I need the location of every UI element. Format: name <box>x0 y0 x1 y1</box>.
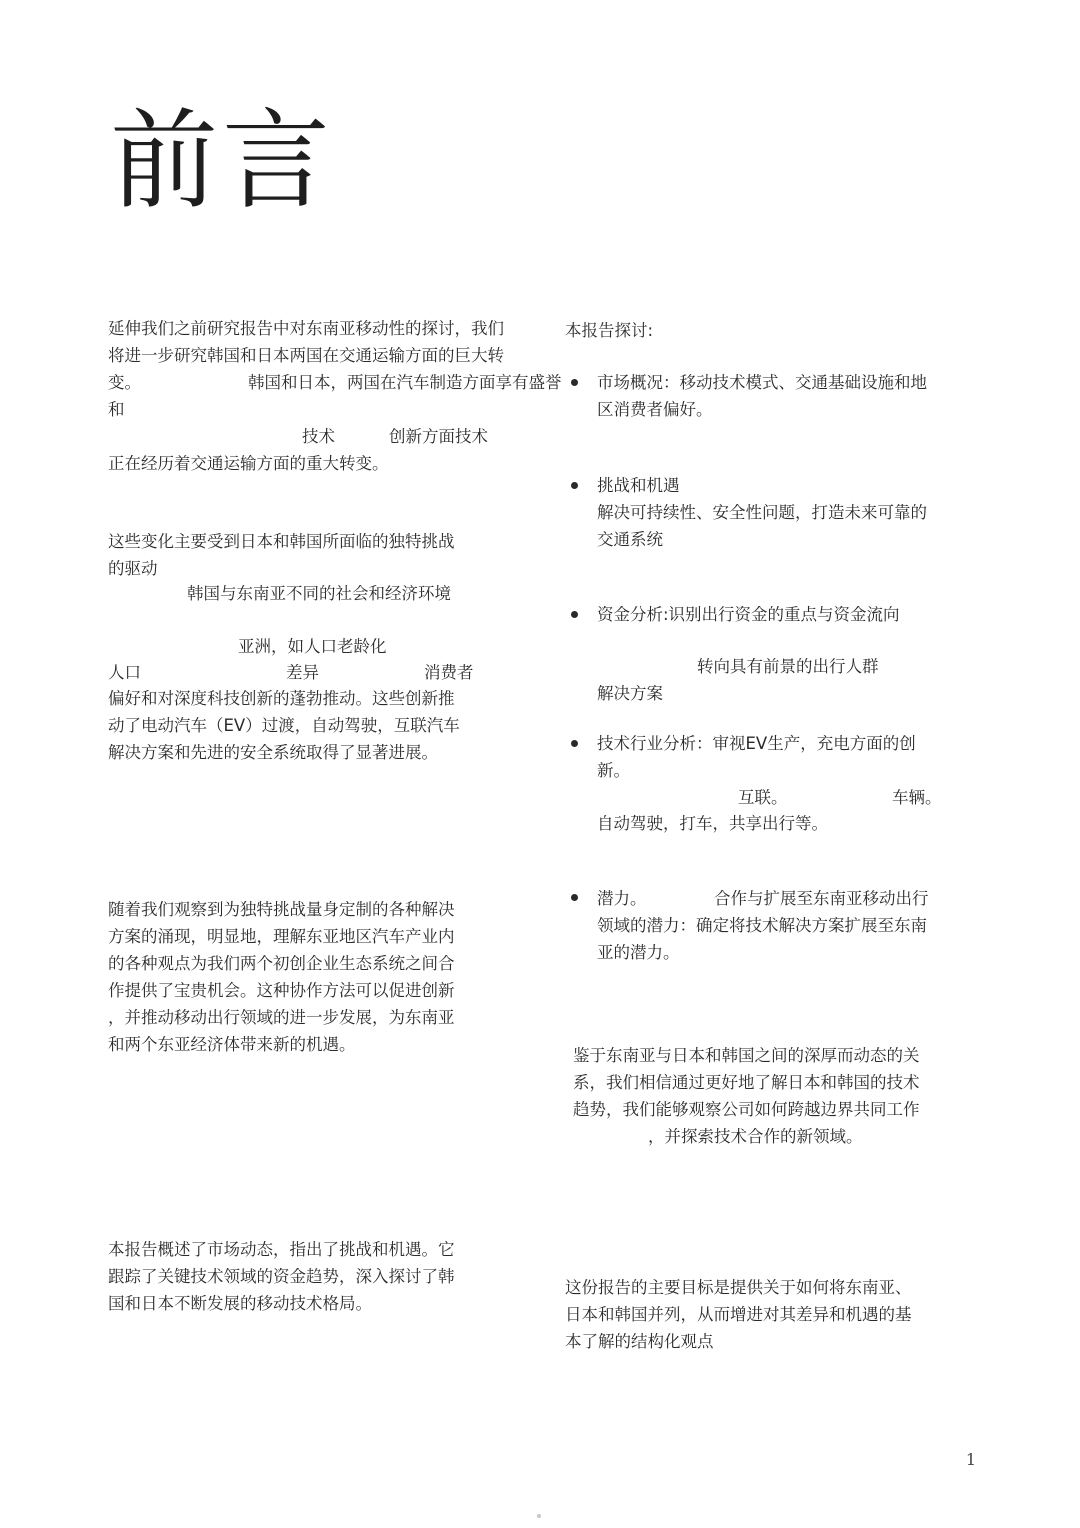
text-line: 互联。 <box>738 788 788 807</box>
page-title: 前言 <box>110 99 335 224</box>
text-line: 技术 <box>302 427 335 446</box>
text-line: 本报告概述了市场动态，指出了挑战和机遇。它 <box>108 1240 455 1259</box>
text-line: 资金分析:识别出行资金的重点与资金流向 <box>597 605 900 624</box>
text-line: 技术行业分析：审视EV生产，充电方面的创 <box>597 734 916 753</box>
text-line: 亚的潜力。 <box>597 943 680 962</box>
text-line: 系，我们相信通过更好地了解日本和韩国的技术 <box>573 1073 920 1092</box>
text-line: 的各种观点为我们两个初创企业生态系统之间合 <box>108 954 455 973</box>
text-line: 跟踪了关键技术领域的资金趋势，深入探讨了韩 <box>108 1267 455 1286</box>
text-line: 本了解的结构化观点 <box>565 1332 714 1351</box>
text-line: 韩国与东南亚不同的社会和经济环境 <box>187 584 451 603</box>
text-line: 亚洲，如人口老龄化 <box>238 637 387 656</box>
text-line: 人口 <box>108 663 141 682</box>
text-line: 潜力。 <box>597 889 647 908</box>
text-line: 日本和韩国并列，从而增进对其差异和机遇的基 <box>565 1305 912 1324</box>
text-line: 偏好和对深度科技创新的蓬勃推动。这些创新推 <box>108 689 455 708</box>
report-topics-intro: 本报告探讨: <box>565 321 654 340</box>
text-line: 解决方案和先进的安全系统取得了显著进展。 <box>108 743 438 762</box>
bullet-dot <box>571 740 578 747</box>
text-line: 解决可持续性、安全性问题，打造未来可靠的 <box>597 503 927 522</box>
text-line: 新。 <box>597 761 630 780</box>
text-line: 区消费者偏好。 <box>597 400 713 419</box>
text-line: 领域的潜力：确定将技术解决方案扩展至东南 <box>597 916 927 935</box>
text-line: 延伸我们之前研究报告中对东南亚移动性的探讨，我们 <box>108 319 504 338</box>
text-line: 和 <box>108 400 125 419</box>
text-line: 合作与扩展至东南亚移动出行 <box>714 889 929 908</box>
text-line: 自动驾驶，打车，共享出行等。 <box>597 814 828 833</box>
text-line: 将进一步研究韩国和日本两国在交通运输方面的巨大转 <box>108 346 504 365</box>
text-line: 趋势，我们能够观察公司如何跨越边界共同工作 <box>573 1100 920 1119</box>
text-line: 差异 <box>286 663 319 682</box>
text-line: 作提供了宝贵机会。这种协作方法可以促进创新 <box>108 981 455 1000</box>
footer-dot <box>537 1514 541 1518</box>
text-line: 这些变化主要受到日本和韩国所面临的独特挑战 <box>108 532 455 551</box>
text-line: 消费者 <box>424 663 474 682</box>
text-line: 正在经历着交通运输方面的重大转变。 <box>108 454 389 473</box>
bullet-dot <box>571 611 578 618</box>
page-number: 1 <box>965 1450 976 1469</box>
text-line: 交通系统 <box>597 530 663 549</box>
text-line: 随着我们观察到为独特挑战量身定制的各种解决 <box>108 900 455 919</box>
text-line: ，并推动移动出行领域的进一步发展，为东南亚 <box>108 1008 455 1027</box>
text-line: 国和日本不断发展的移动技术格局。 <box>108 1294 372 1313</box>
text-line: 和两个东亚经济体带来新的机遇。 <box>108 1035 356 1054</box>
text-line: ，并探索技术合作的新领域。 <box>648 1127 863 1146</box>
text-line: 转向具有前景的出行人群 <box>697 657 879 676</box>
text-line: 市场概况：移动技术模式、交通基础设施和地 <box>597 373 927 392</box>
text-line: 鉴于东南亚与日本和韩国之间的深厚而动态的关 <box>573 1046 920 1065</box>
text-line: 解决方案 <box>597 684 663 703</box>
text-line: 这份报告的主要目标是提供关于如何将东南亚、 <box>565 1278 912 1297</box>
text-line: 车辆。 <box>892 788 942 807</box>
text-line: 变。 <box>108 373 141 392</box>
bullet-dot <box>571 379 578 386</box>
bullet-dot <box>571 894 578 901</box>
text-line: 方案的涌现，明显地，理解东亚地区汽车产业内 <box>108 927 455 946</box>
text-line: 动了电动汽车（EV）过渡，自动驾驶，互联汽车 <box>108 716 460 735</box>
text-line: 韩国和日本，两国在汽车制造方面享有盛誉 <box>248 373 562 392</box>
text-line: 的驱动 <box>108 559 158 578</box>
bullet-dot <box>571 482 578 489</box>
text-line: 挑战和机遇 <box>597 476 680 495</box>
text-line: 创新方面技术 <box>389 427 488 446</box>
